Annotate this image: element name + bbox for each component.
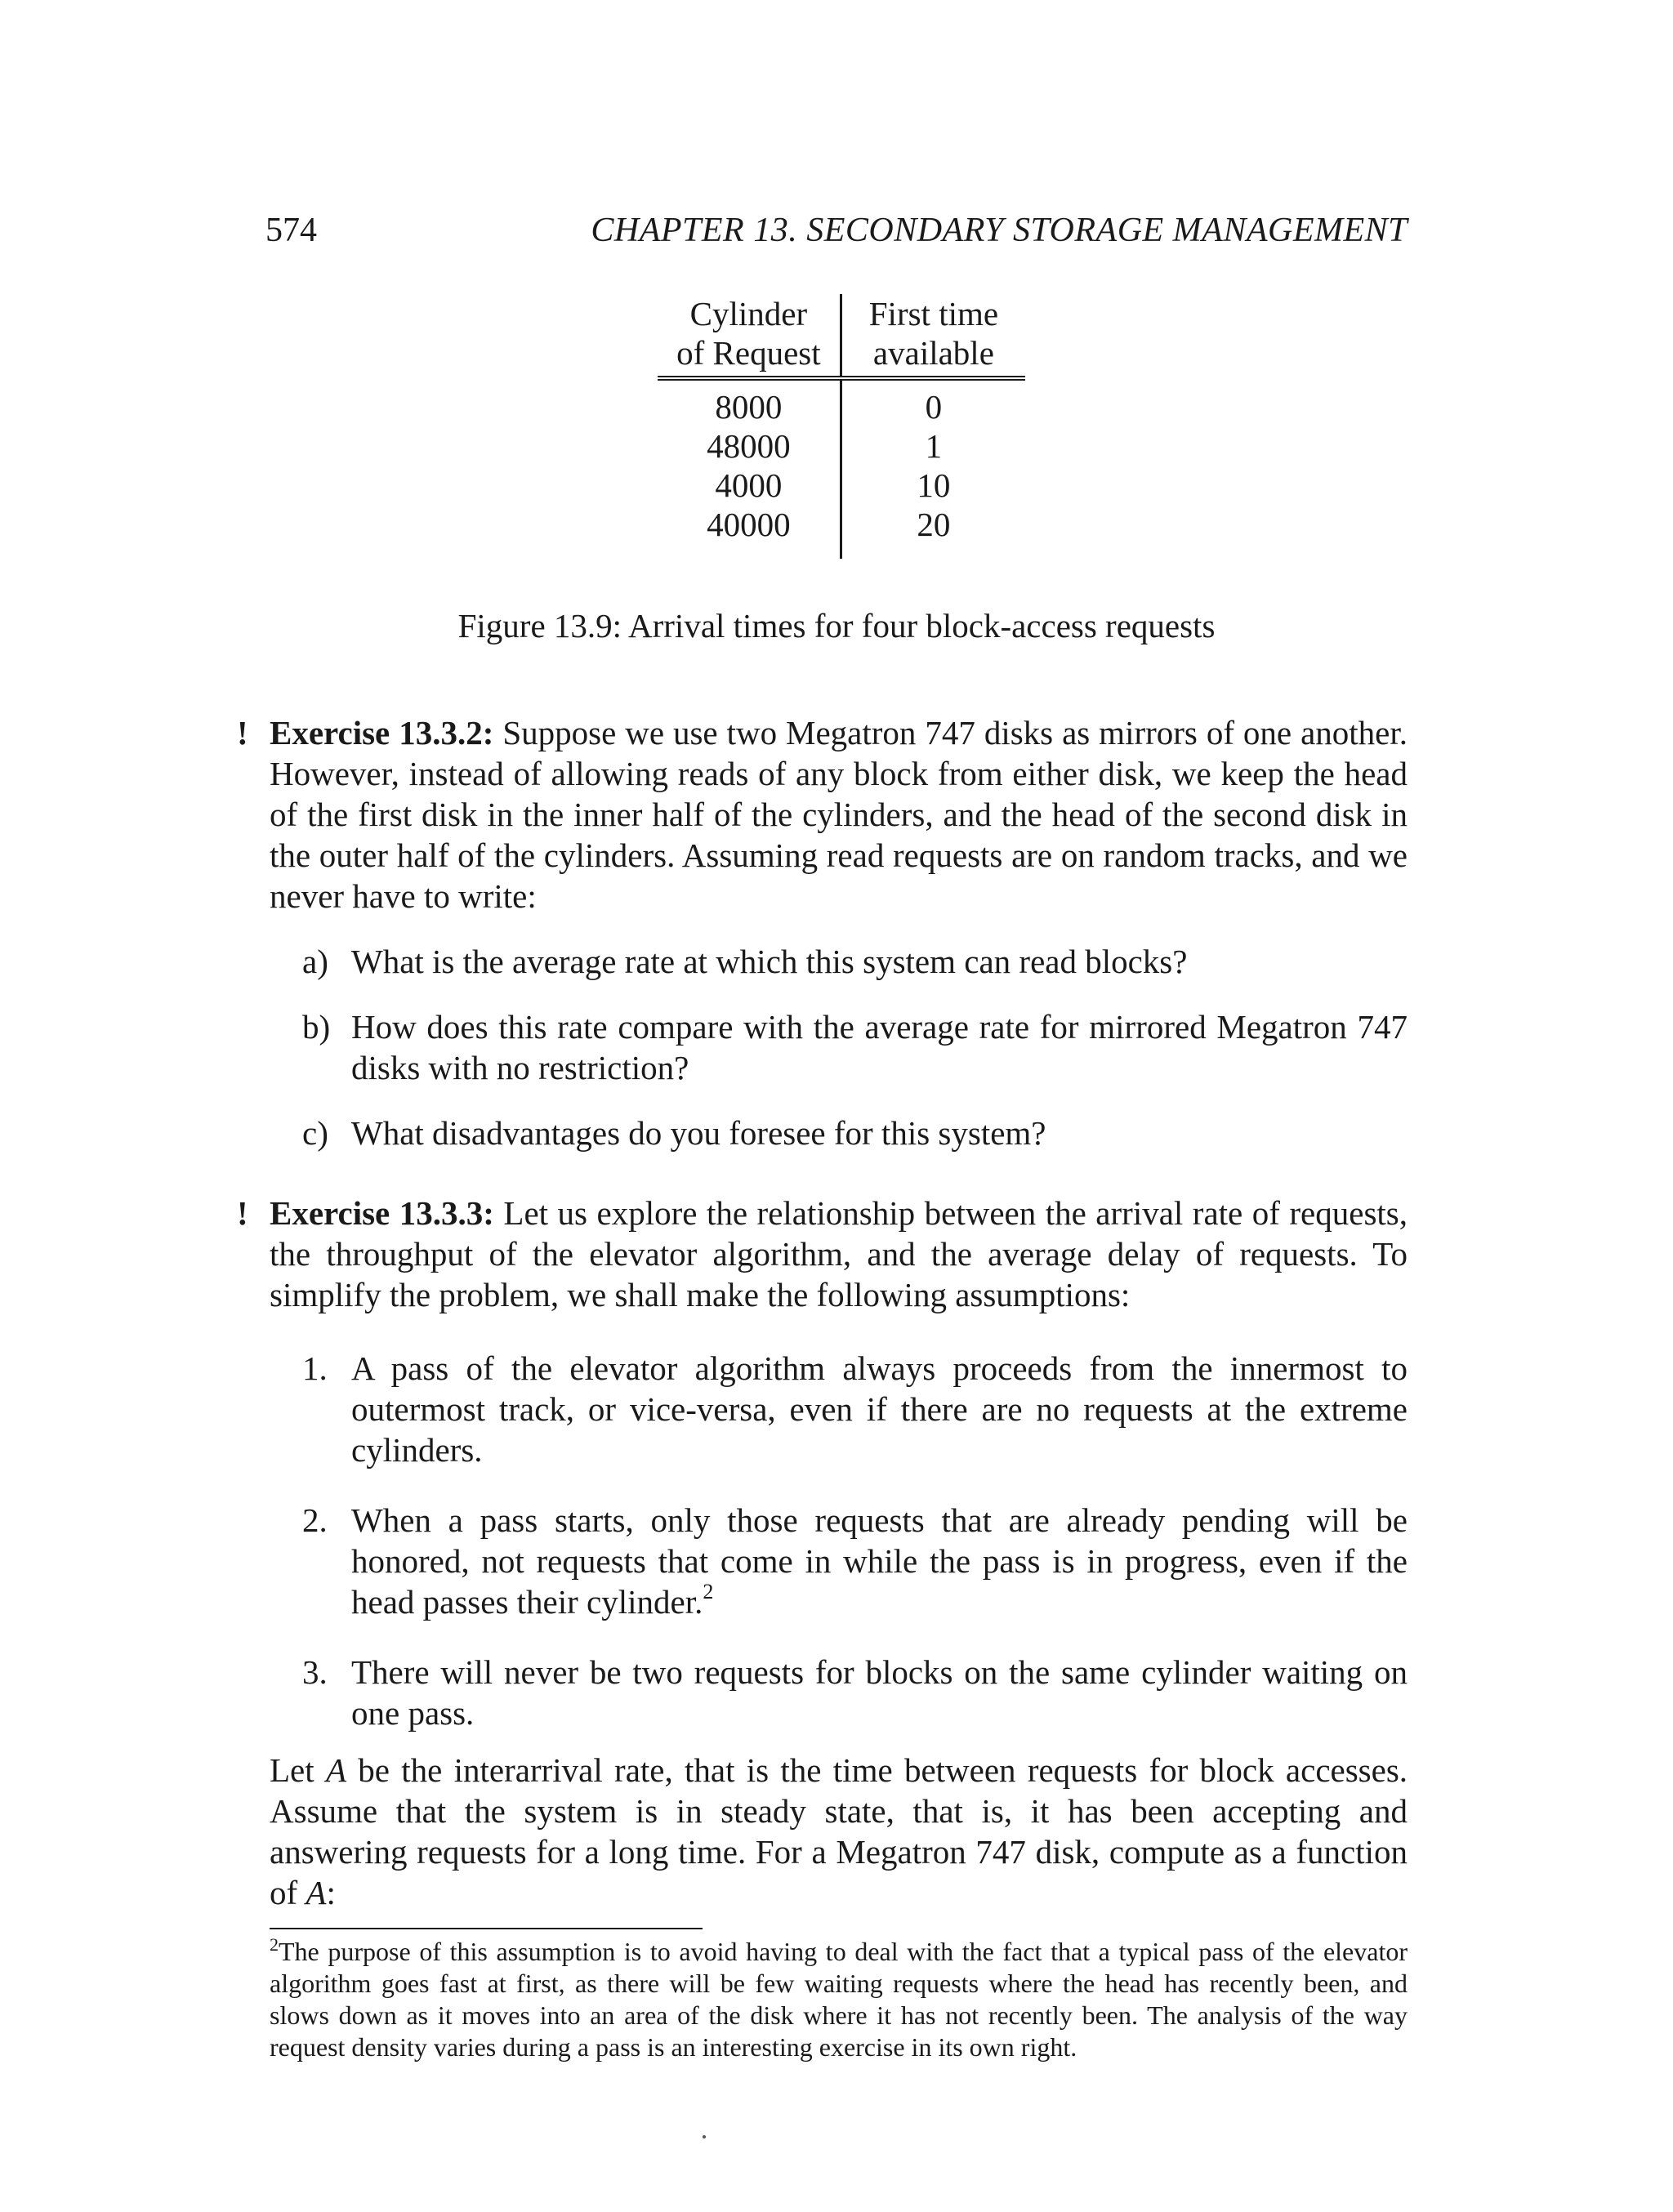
list-item [270, 1006, 1408, 1088]
list-item-text: How does this rate compare with the average rate for mirrored Megatron 747 disks with no restriction? [351, 1008, 1408, 1086]
math-variable-a: A [306, 1874, 327, 1911]
list-marker: 1. [302, 1349, 328, 1387]
math-variable-a: A [325, 1751, 346, 1789]
list-item [270, 1652, 1408, 1733]
assumptions-list [270, 1348, 1408, 1733]
list-marker: c) [302, 1114, 328, 1152]
list-marker: 3. [302, 1653, 328, 1691]
list-marker: b) [302, 1008, 331, 1046]
closing-paragraph [270, 1750, 1408, 1913]
cell-time: 10 [917, 466, 951, 504]
list-item [270, 1500, 1408, 1622]
exercise-text: Suppose we use two Megatron 747 disks as mirrors of one another. However, instead of allowing reads of any block from either disk, we keep the head of the first disk in the inner half of the cylinders, and the head of the second disk in the outer half of the cylinders. Assuming read requests are on random tracks, and we never have to write: [270, 714, 1408, 915]
running-header [265, 206, 1408, 255]
exercise-13-3-2-list [270, 941, 1408, 1153]
list-marker: a) [302, 943, 328, 980]
arrival-times-table [658, 294, 1025, 559]
difficulty-marker: ! [237, 1194, 248, 1232]
cell-time: 0 [925, 388, 943, 426]
column-header-cylinder-line1: Cylinder [658, 294, 841, 333]
footnote [270, 1936, 1408, 2063]
table-row [658, 505, 1025, 559]
column-header-cylinder-line2: of Request [658, 333, 841, 378]
exercise-label: Exercise 13.3.2: [270, 714, 494, 751]
figure-table-container [658, 294, 1025, 559]
table-row [658, 378, 1025, 426]
footnote-mark: 2 [270, 1934, 279, 1955]
column-header-time-line2: available [841, 333, 1025, 378]
footnote-reference: 2 [703, 1580, 714, 1603]
closing-text-end: : [326, 1874, 336, 1911]
exercise-label: Exercise 13.3.3: [270, 1194, 494, 1232]
column-header-time-line1: First time [868, 295, 999, 332]
list-item [270, 941, 1408, 982]
chapter-title: CHAPTER 13. SECONDARY STORAGE MANAGEMENT [591, 212, 1408, 249]
difficulty-marker: ! [237, 714, 248, 751]
page-number: 574 [265, 212, 317, 249]
footnote-divider [270, 1928, 703, 1929]
cell-cylinder: 8000 [658, 378, 841, 426]
closing-text-middle: be the interarrival rate, that is the time between requests for block accesses. Assume that the system is in steady state, that is, it has been accepting and answering requests for a long time. For a Megatron 747 disk, compute as a function of [270, 1751, 1408, 1911]
cell-cylinder: 48000 [658, 426, 841, 466]
exercise-13-3-2-paragraph [237, 712, 1408, 916]
list-item-text: What is the average rate at which this system can read blocks? [351, 943, 1188, 980]
list-marker: 2. [302, 1501, 328, 1539]
cell-time: 20 [917, 506, 951, 543]
list-item-text: What disadvantages do you foresee for this system? [351, 1114, 1046, 1152]
list-item [270, 1348, 1408, 1470]
cell-time: 1 [925, 427, 943, 465]
table-row [658, 466, 1025, 505]
footnote-text: The purpose of this assumption is to avoid having to deal with the fact that a typical pass of the elevator algorithm goes fast at first, as there will be few waiting requests where the head has recently been, and slows down as it moves into an area of the disk where it has not recently been. The analysis of the way request density varies during a pass is an interesting exercise in its own right. [270, 1937, 1408, 2062]
list-item-text: When a pass starts, only those requests that are already pending will be honored, not requests that come in while the pass is in progress, even if the head passes their cylinder. [351, 1501, 1408, 1621]
list-item-text: There will never be two requests for blocks on the same cylinder waiting on one pass. [351, 1653, 1408, 1732]
list-item-text: A pass of the elevator algorithm always proceeds from the innermost to outermost track, or vice-versa, even if there are no requests at the extreme cylinders. [351, 1349, 1408, 1469]
page-speck [703, 2135, 706, 2138]
table-row [658, 426, 1025, 466]
exercise-13-3-3-paragraph [237, 1193, 1408, 1315]
closing-text-start: Let [270, 1751, 315, 1789]
figure-caption: Figure 13.9: Arrival times for four block-access requests [457, 607, 1216, 644]
exercise-text: Let us explore the relationship between the arrival rate of requests, the throughput of the elevator algorithm, and the average delay of requests. To simplify the problem, we shall make the following assumptions: [270, 1194, 1408, 1313]
list-item [270, 1113, 1408, 1153]
cell-cylinder: 40000 [658, 505, 841, 559]
cell-cylinder: 4000 [658, 466, 841, 505]
